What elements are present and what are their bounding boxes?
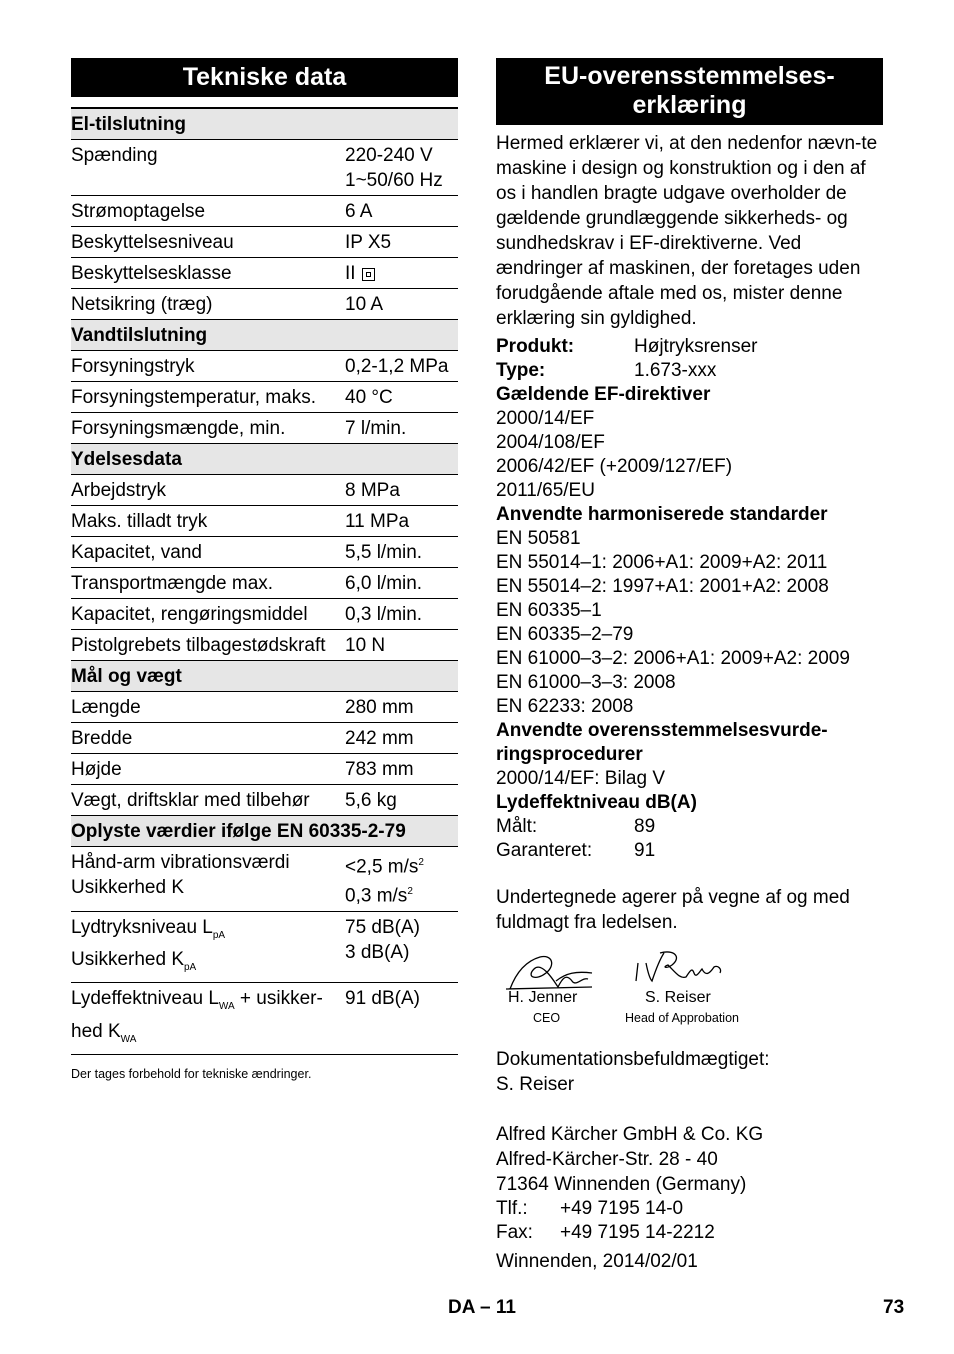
- spec-row: [71, 568, 458, 599]
- spec-value-text: 10 A: [345, 294, 384, 315]
- declaration-date: Winnenden, 2014/02/01: [496, 1251, 698, 1272]
- undersigned-text: Undertegnede agerer på vegne af og med fuldmagt fra ledelsen.: [496, 887, 850, 933]
- spec-label-text: Transportmængde max.: [71, 573, 274, 594]
- tel-label: Tlf.:: [496, 1198, 528, 1219]
- spec-value-line2: 3 dB(A): [345, 941, 410, 963]
- section-heading-text: Vandtilslutning: [71, 320, 458, 351]
- spec-row: [71, 140, 458, 196]
- spec-row: [71, 723, 458, 754]
- spec-value: [341, 692, 458, 723]
- spec-row: [71, 847, 458, 912]
- spec-label-text: Lydtryksniveau L: [71, 916, 213, 938]
- spec-value-text: <2,5 m/s: [345, 856, 419, 878]
- guaranteed-value: 91: [634, 840, 656, 861]
- section-heading-text: El-tilslutning: [71, 108, 458, 140]
- spec-label-line2-subscript: pA: [184, 962, 197, 974]
- spec-value: [341, 382, 458, 413]
- spec-value-line2: 0,3 m/s: [345, 885, 408, 907]
- spec-label: [71, 911, 341, 983]
- spec-label-text: Vægt, driftsklar med tilbehør: [71, 790, 310, 811]
- standards-list: [496, 527, 883, 719]
- procedures-heading-2: ringsprocedurer: [496, 744, 643, 765]
- technical-data-column: [71, 58, 458, 1081]
- spec-label-text: Kapacitet, rengøringsmiddel: [71, 604, 308, 625]
- fax-row: [496, 1221, 883, 1245]
- spec-label-subscript: WA: [218, 1001, 235, 1013]
- spec-label: [71, 537, 341, 568]
- product-value: Højtryksrenser: [634, 336, 758, 357]
- section-heading: [71, 108, 458, 140]
- spec-label-tail: + usikker-: [234, 988, 323, 1010]
- spec-row: [71, 692, 458, 723]
- spec-value-text: 6,0 l/min.: [345, 573, 423, 594]
- declaration-title: [496, 58, 883, 125]
- page-number: 73: [883, 1297, 905, 1318]
- spec-label-text: Højde: [71, 759, 122, 780]
- sound-heading: Lydeffektniveau dB(A): [496, 792, 697, 813]
- fax-value: +49 7195 14-2212: [560, 1222, 715, 1243]
- measured-value: 89: [634, 816, 656, 837]
- declaration-title-line2: erklæring: [632, 91, 747, 119]
- spec-label-text: Beskyttelsesklasse: [71, 263, 232, 284]
- type-label: Type:: [496, 360, 546, 381]
- company-city: 71364 Winnenden (Germany): [496, 1174, 747, 1195]
- spec-value: [341, 983, 458, 1055]
- declaration-intro: Hermed erklærer vi, at den nedenfor nævn-te maskine i design og konstruktion og i den af os i handlen bragte udgave overholder de gældende grundlæggende sikkerheds- og sundhedskrav i EF-direktiverne. Ved ændringer af maskinen, der foretages uden forudgående aftale med os, mister denne erklæring sin gyldighed.: [496, 133, 878, 329]
- type-value: 1.673-xxx: [634, 360, 717, 381]
- standard-item: EN 60335–2–79: [496, 624, 634, 645]
- standard-item: EN 60335–1: [496, 600, 602, 621]
- doc-authorized-name: S. Reiser: [496, 1074, 575, 1095]
- signature-block: [496, 943, 883, 1033]
- spec-value-text: 0,2-1,2 MPa: [345, 356, 449, 377]
- spec-row: [71, 754, 458, 785]
- directive-item: 2000/14/EF: [496, 408, 595, 429]
- tel-value: +49 7195 14-0: [560, 1198, 684, 1219]
- spec-label: [71, 140, 341, 196]
- spec-label: [71, 196, 341, 227]
- spec-row: [71, 599, 458, 630]
- section-heading-text: Ydelsesdata: [71, 444, 458, 475]
- spec-value-superscript: 2: [418, 857, 424, 868]
- spec-label-text: Spænding: [71, 145, 158, 166]
- spec-label-text: Pistolgrebets tilbagestødskraft: [71, 635, 326, 656]
- spec-value: [341, 475, 458, 506]
- footer-section-label: DA – 11: [448, 1297, 516, 1318]
- directive-item: 2004/108/EF: [496, 432, 605, 453]
- guaranteed-label: Garanteret:: [496, 840, 593, 861]
- spec-value-text: 40 °C: [345, 387, 393, 408]
- spec-value: [341, 599, 458, 630]
- spec-value: [341, 723, 458, 754]
- guaranteed-row: [496, 839, 883, 863]
- spec-value: [341, 196, 458, 227]
- spec-label-text: Forsyningstryk: [71, 356, 195, 377]
- technical-data-table: [71, 107, 458, 1055]
- spec-value-text: 91 dB(A): [345, 988, 420, 1010]
- section-heading: [71, 444, 458, 475]
- spec-row: [71, 911, 458, 983]
- standard-item: EN 61000–3–2: 2006+A1: 2009+A2: 2009: [496, 648, 850, 669]
- spec-value-text: 11 MPa: [345, 511, 410, 532]
- section-heading-text: Oplyste værdier ifølge EN 60335-2-79: [71, 816, 458, 847]
- spec-value-text: 7 l/min.: [345, 418, 407, 439]
- spec-value: [341, 289, 458, 320]
- spec-label: [71, 754, 341, 785]
- spec-value-text: 783 mm: [345, 759, 414, 780]
- spec-label: [71, 351, 341, 382]
- spec-row: [71, 227, 458, 258]
- spec-value-text: 242 mm: [345, 728, 414, 749]
- spec-row: [71, 785, 458, 816]
- spec-label: [71, 258, 341, 289]
- spec-label-line2: Usikkerhed K: [71, 949, 184, 971]
- spec-label: [71, 413, 341, 444]
- section-heading: [71, 816, 458, 847]
- spec-value: [341, 537, 458, 568]
- spec-value-line2: 1~50/60 Hz: [345, 170, 443, 191]
- spec-value-text: 6 A: [345, 201, 373, 222]
- declaration-title-line1: EU-overensstemmelses-: [544, 62, 835, 90]
- standard-item: EN 61000–3–3: 2008: [496, 672, 676, 693]
- spec-value-text: 280 mm: [345, 697, 414, 718]
- spec-label-text: Maks. tilladt tryk: [71, 511, 208, 532]
- signer2-name: S. Reiser: [645, 989, 711, 1006]
- spec-row: [71, 983, 458, 1055]
- directives-list: [496, 407, 883, 503]
- section-heading-text: Mål og vægt: [71, 661, 458, 692]
- spec-row: [71, 289, 458, 320]
- spec-value: [341, 258, 458, 289]
- standard-item: EN 50581: [496, 528, 581, 549]
- spec-label: [71, 227, 341, 258]
- spec-label-text: Bredde: [71, 728, 133, 749]
- spec-label: [71, 289, 341, 320]
- spec-row: [71, 351, 458, 382]
- spec-label: [71, 983, 341, 1055]
- spec-value-text: 8 MPa: [345, 480, 400, 501]
- product-label: Produkt:: [496, 336, 575, 357]
- spec-label: [71, 847, 341, 912]
- spec-label-text: Hånd-arm vibrationsværdi: [71, 852, 290, 873]
- spec-label-text: Forsyningstemperatur, maks.: [71, 387, 316, 408]
- directives-heading: Gældende EF-direktiver: [496, 384, 711, 405]
- doc-authorized-label: Dokumentationsbefuldmægtiget:: [496, 1049, 770, 1070]
- spec-row: [71, 258, 458, 289]
- spec-value-text: 10 N: [345, 635, 386, 656]
- spec-label: [71, 599, 341, 630]
- spec-value: [341, 785, 458, 816]
- spec-label-text: Strømoptagelse: [71, 201, 206, 222]
- spec-label: [71, 723, 341, 754]
- spec-label: [71, 785, 341, 816]
- spec-value: [341, 630, 458, 661]
- spec-value-text: 5,6 kg: [345, 790, 397, 811]
- standard-item: EN 55014–2: 1997+A1: 2001+A2: 2008: [496, 576, 829, 597]
- standard-item: EN 62233: 2008: [496, 696, 634, 717]
- company-name: Alfred Kärcher GmbH & Co. KG: [496, 1124, 764, 1145]
- procedures-heading-1: Anvendte overensstemmelsesvurde-: [496, 720, 828, 741]
- fax-label: Fax:: [496, 1222, 533, 1243]
- spec-value: [341, 140, 458, 196]
- directive-item: 2006/42/EF (+2009/127/EF): [496, 456, 733, 477]
- technical-data-title: Tekniske data: [71, 58, 458, 97]
- spec-label-text: Beskyttelsesniveau: [71, 232, 234, 253]
- measured-label: Målt:: [496, 816, 538, 837]
- eu-declaration-column: [496, 58, 883, 1274]
- signer2-role: Head of Approbation: [625, 1011, 739, 1025]
- section-heading: [71, 661, 458, 692]
- tel-row: [496, 1197, 883, 1221]
- directive-item: 2011/65/EU: [496, 480, 595, 501]
- protection-class-ii-icon: [362, 268, 375, 281]
- spec-label-text: Forsyningsmængde, min.: [71, 418, 286, 439]
- spec-label-line2-subscript: WA: [120, 1033, 137, 1045]
- spec-value: [341, 911, 458, 983]
- disclaimer-note: Der tages forbehold for tekniske ændringer.: [71, 1066, 312, 1081]
- standards-heading: Anvendte harmoniserede standarder: [496, 504, 828, 525]
- spec-label-text: Kapacitet, vand: [71, 542, 202, 563]
- spec-row: [71, 382, 458, 413]
- spec-row: [71, 196, 458, 227]
- signer1-name: H. Jenner: [508, 989, 578, 1006]
- spec-row: [71, 537, 458, 568]
- spec-value: [341, 506, 458, 537]
- spec-label: [71, 630, 341, 661]
- spec-value: [341, 227, 458, 258]
- procedure-item: 2000/14/EF: Bilag V: [496, 768, 665, 789]
- spec-label-text: Netsikring (træg): [71, 294, 213, 315]
- spec-label-text: Længde: [71, 697, 141, 718]
- spec-row: [71, 506, 458, 537]
- spec-row: [71, 630, 458, 661]
- spec-value-text: 0,3 l/min.: [345, 604, 423, 625]
- spec-value-text: 75 dB(A): [345, 916, 420, 938]
- product-row: [496, 335, 883, 359]
- spec-value: [341, 847, 458, 912]
- spec-label-text: Arbejdstryk: [71, 480, 167, 501]
- standard-item: EN 55014–1: 2006+A1: 2009+A2: 2011: [496, 552, 828, 573]
- spec-value-text: IP X5: [345, 232, 392, 253]
- spec-value: [341, 568, 458, 599]
- spec-value-text: II: [345, 263, 356, 284]
- spec-label: [71, 475, 341, 506]
- spec-label-line2: hed K: [71, 1021, 121, 1043]
- signer1-role: CEO: [533, 1011, 561, 1025]
- spec-label-subscript: pA: [212, 929, 226, 941]
- spec-value: [341, 351, 458, 382]
- measured-row: [496, 815, 883, 839]
- spec-value-line2-superscript: 2: [407, 886, 413, 898]
- procedures-list: [496, 767, 883, 791]
- section-heading: [71, 320, 458, 351]
- spec-value: [341, 754, 458, 785]
- spec-label: [71, 382, 341, 413]
- spec-label-line2: Usikkerhed K: [71, 877, 184, 898]
- spec-label: [71, 692, 341, 723]
- spec-value: [341, 413, 458, 444]
- spec-label: [71, 506, 341, 537]
- spec-value-text: 220-240 V: [345, 145, 433, 166]
- spec-row: [71, 475, 458, 506]
- spec-value-text: 5,5 l/min.: [345, 542, 423, 563]
- spec-row: [71, 413, 458, 444]
- spec-label-text: Lydeffektniveau L: [71, 988, 219, 1010]
- company-street: Alfred-Kärcher-Str. 28 - 40: [496, 1149, 718, 1170]
- type-row: [496, 359, 883, 383]
- spec-label: [71, 568, 341, 599]
